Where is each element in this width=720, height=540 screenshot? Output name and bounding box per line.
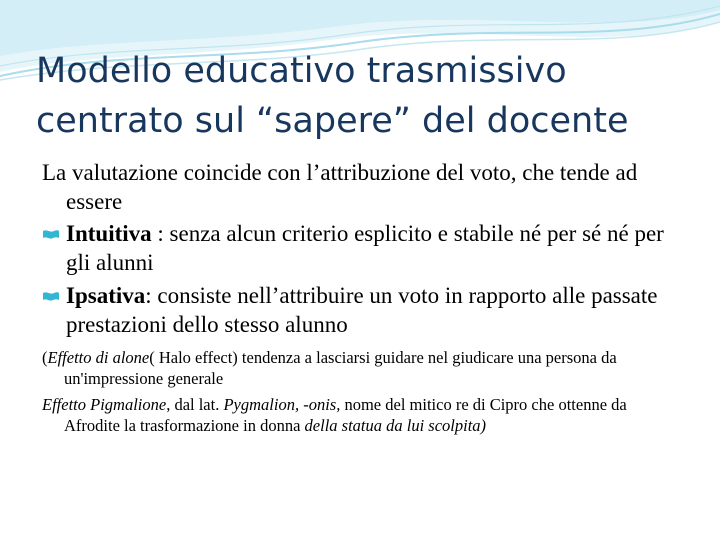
bullet-term: Intuitiva: [66, 221, 152, 246]
flag-bullet-icon: [42, 281, 66, 310]
flag-bullet-icon: [42, 219, 66, 248]
note-italic-term: della statua da lui scolpita): [304, 416, 487, 435]
note-text: nome del mitico re di Cipro che ottenne da Afrodite la trasformazione in donna: [64, 395, 627, 435]
title-line-1: Modello educativo trasmissivo: [36, 51, 567, 91]
slide-title: [36, 46, 696, 146]
bullet-item: [42, 281, 682, 339]
note-italic-term: Pygmalion, -onis,: [223, 395, 341, 414]
bullet-item: [42, 219, 682, 277]
note-text: , dal lat.: [166, 395, 224, 414]
note-italic-term: Effetto di alone: [47, 348, 150, 367]
note-halo-effect: [42, 347, 682, 389]
note-open-paren: (: [42, 348, 48, 367]
bullet-text: : senza alcun criterio esplicito e stabile né per sé né per gli alunni: [66, 221, 664, 275]
slide-body: [42, 158, 682, 436]
note-text: ( Halo effect) tendenza a lasciarsi guidare nel giudicare una persona da un'impressione generale: [64, 348, 617, 388]
bullet-term: Ipsativa: [66, 283, 146, 308]
intro-paragraph: La valutazione coincide con l’attribuzione del voto, che tende ad essere: [42, 160, 638, 214]
title-line-2: centrato sul “sapere” del docente: [36, 101, 629, 141]
note-italic-term: Effetto Pigmalione: [42, 395, 167, 414]
note-pygmalion-effect: [42, 394, 682, 436]
bullet-text: : consiste nell’attribuire un voto in rapporto alle passate prestazioni dello stesso alunno: [66, 283, 658, 337]
